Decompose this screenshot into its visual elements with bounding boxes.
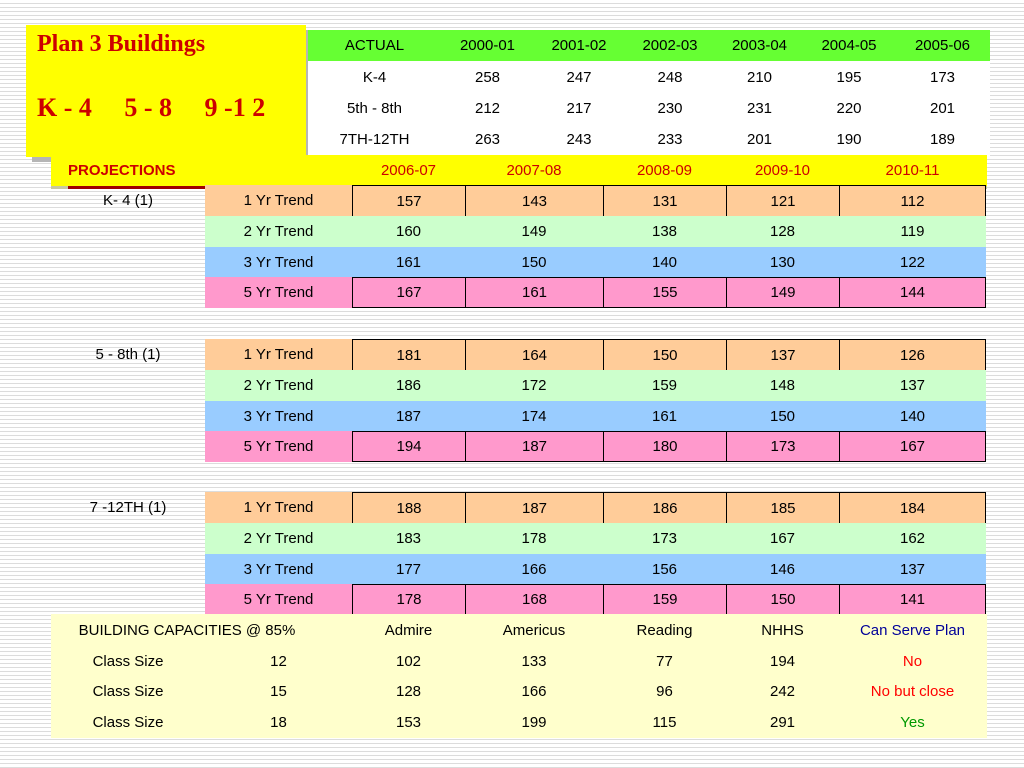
trend-value-cell: 166 [465, 554, 603, 585]
capacity-value-cell: 194 [769, 653, 796, 670]
can-serve-status: Yes [900, 714, 925, 731]
actual-header-cell: 2005-06 [914, 37, 971, 54]
can-serve-status: No but close [870, 683, 955, 700]
projection-year-header: 2009-10 [754, 162, 811, 179]
projection-year-header: 2006-07 [380, 162, 437, 179]
capacity-column-header: Americus [502, 622, 566, 639]
trend-value-cell: 174 [465, 401, 603, 432]
trend-value-cell: 156 [603, 554, 726, 585]
actual-header-cell: 2002-03 [642, 37, 698, 54]
actual-cell: 231 [746, 100, 773, 117]
trend-value-cell: 150 [726, 401, 839, 432]
trend-value-cell: 184 [839, 492, 986, 523]
trend-value-cell: 150 [603, 339, 726, 370]
actual-cell: 220 [836, 100, 862, 117]
trend-label: 3 Yr Trend [205, 401, 352, 432]
trend-value-cell: 121 [726, 185, 839, 216]
trend-value-cell: 188 [352, 492, 465, 523]
actual-cell: 210 [746, 69, 773, 86]
capacity-value-cell: 242 [769, 683, 796, 700]
actual-cell: 212 [474, 100, 501, 117]
capacity-value-cell: 115 [652, 714, 677, 731]
actual-cell: 189 [929, 131, 956, 148]
trend-value-cell: 186 [352, 370, 465, 401]
actual-cell: 230 [657, 100, 683, 117]
trend-value-cell: 143 [465, 185, 603, 216]
trend-value-cell: 138 [603, 216, 726, 247]
trend-value-cell: 146 [726, 554, 839, 585]
capacity-value-cell: 96 [656, 683, 673, 700]
actual-cell: 173 [929, 69, 956, 86]
trend-label: 1 Yr Trend [205, 339, 352, 370]
actual-cell: 248 [657, 69, 683, 86]
trend-value-cell: 185 [726, 492, 839, 523]
actual-cell: 217 [566, 100, 592, 117]
actual-cell: 195 [836, 69, 862, 86]
capacity-column-header: Reading [636, 622, 693, 639]
actual-header-cell: 2000-01 [459, 37, 516, 54]
capacity-value-cell: 128 [395, 683, 422, 700]
trend-value-cell: 159 [603, 584, 726, 615]
actual-row-label: 7TH-12TH [339, 131, 410, 148]
trend-label: 5 Yr Trend [205, 584, 352, 615]
class-size-label: Class Size [92, 653, 164, 670]
trend-value-cell: 159 [603, 370, 726, 401]
projection-group-label: 7 -12TH (1) [89, 499, 167, 516]
trend-value-cell: 167 [726, 523, 839, 554]
actual-cell: 201 [746, 131, 773, 148]
trend-value-cell: 150 [726, 584, 839, 615]
trend-value-cell: 160 [352, 216, 465, 247]
title-box [26, 25, 306, 157]
trend-value-cell: 149 [465, 216, 603, 247]
actual-header-cell: 2004-05 [821, 37, 877, 54]
trend-label: 1 Yr Trend [205, 185, 352, 216]
capacities-label: BUILDING CAPACITIES @ 85% [78, 622, 296, 639]
trend-label: 2 Yr Trend [205, 216, 352, 247]
capacity-value-cell: 102 [395, 653, 422, 670]
trend-value-cell: 140 [839, 401, 986, 432]
actual-cell: 190 [836, 131, 862, 148]
capacity-value-cell: 291 [769, 714, 796, 731]
class-size-label: Class Size [92, 683, 164, 700]
trend-value-cell: 140 [603, 247, 726, 278]
trend-value-cell: 194 [352, 431, 465, 462]
trend-value-cell: 122 [839, 247, 986, 278]
trend-value-cell: 173 [603, 523, 726, 554]
capacity-value-cell: 166 [521, 683, 547, 700]
trend-value-cell: 186 [603, 492, 726, 523]
projections-label: PROJECTIONS [68, 162, 176, 179]
trend-label: 2 Yr Trend [205, 523, 352, 554]
actual-cell: 258 [474, 69, 501, 86]
projection-group-label: 5 - 8th (1) [95, 346, 161, 363]
actual-cell: 243 [566, 131, 592, 148]
actual-cell: 247 [566, 69, 592, 86]
actual-cell: 233 [657, 131, 683, 148]
actual-header-cell: 2003-04 [731, 37, 788, 54]
trend-value-cell: 178 [352, 584, 465, 615]
trend-label: 3 Yr Trend [205, 554, 352, 585]
actual-header-cell: 2001-02 [551, 37, 607, 54]
trend-value-cell: 137 [839, 554, 986, 585]
trend-value-cell: 167 [839, 431, 986, 462]
trend-value-cell: 167 [352, 277, 465, 308]
capacity-column-header: NHHS [761, 622, 804, 639]
trend-label: 5 Yr Trend [205, 277, 352, 308]
trend-value-cell: 178 [465, 523, 603, 554]
actual-cell: 201 [929, 100, 956, 117]
capacity-value-cell: 199 [521, 714, 547, 731]
trend-value-cell: 130 [726, 247, 839, 278]
trend-value-cell: 168 [465, 584, 603, 615]
trend-value-cell: 164 [465, 339, 603, 370]
trend-value-cell: 177 [352, 554, 465, 585]
trend-value-cell: 126 [839, 339, 986, 370]
actual-cell: 263 [474, 131, 501, 148]
capacity-column-header: Can Serve Plan [859, 622, 966, 639]
class-size-value: 15 [270, 683, 287, 700]
trend-value-cell: 183 [352, 523, 465, 554]
trend-value-cell: 187 [465, 492, 603, 523]
trend-value-cell: 161 [465, 277, 603, 308]
actual-row-label: K-4 [362, 69, 387, 86]
trend-value-cell: 149 [726, 277, 839, 308]
trend-value-cell: 187 [465, 431, 603, 462]
title-line-2: K - 4 5 - 8 9 -1 2 [37, 93, 266, 122]
trend-value-cell: 162 [839, 523, 986, 554]
trend-value-cell: 144 [839, 277, 986, 308]
capacity-column-header: Admire [384, 622, 433, 639]
trend-value-cell: 161 [352, 247, 465, 278]
trend-value-cell: 187 [352, 401, 465, 432]
title-line-1: Plan 3 Buildings [37, 31, 206, 57]
trend-value-cell: 161 [603, 401, 726, 432]
trend-value-cell: 157 [352, 185, 465, 216]
trend-value-cell: 148 [726, 370, 839, 401]
class-size-value: 12 [270, 653, 287, 670]
trend-label: 3 Yr Trend [205, 247, 352, 278]
capacity-value-cell: 77 [656, 653, 673, 670]
capacity-value-cell: 153 [395, 714, 422, 731]
trend-value-cell: 173 [726, 431, 839, 462]
projection-group-label: K- 4 (1) [102, 192, 153, 209]
projection-year-header: 2007-08 [506, 162, 562, 179]
trend-value-cell: 150 [465, 247, 603, 278]
trend-label: 5 Yr Trend [205, 431, 352, 462]
trend-value-cell: 137 [726, 339, 839, 370]
trend-value-cell: 181 [352, 339, 465, 370]
actual-row-label: 5th - 8th [346, 100, 403, 117]
projection-year-header: 2010-11 [885, 162, 940, 179]
trend-value-cell: 141 [839, 584, 986, 615]
trend-value-cell: 131 [603, 185, 726, 216]
class-size-value: 18 [270, 714, 287, 731]
class-size-label: Class Size [92, 714, 164, 731]
trend-label: 2 Yr Trend [205, 370, 352, 401]
trend-value-cell: 137 [839, 370, 986, 401]
trend-value-cell: 180 [603, 431, 726, 462]
trend-value-cell: 172 [465, 370, 603, 401]
trend-value-cell: 119 [839, 216, 986, 247]
trend-label: 1 Yr Trend [205, 492, 352, 523]
capacity-value-cell: 133 [521, 653, 547, 670]
trend-value-cell: 112 [839, 185, 986, 216]
trend-value-cell: 155 [603, 277, 726, 308]
projection-year-header: 2008-09 [636, 162, 693, 179]
actual-header-cell: ACTUAL [344, 37, 405, 54]
can-serve-status: No [902, 653, 923, 670]
trend-value-cell: 128 [726, 216, 839, 247]
